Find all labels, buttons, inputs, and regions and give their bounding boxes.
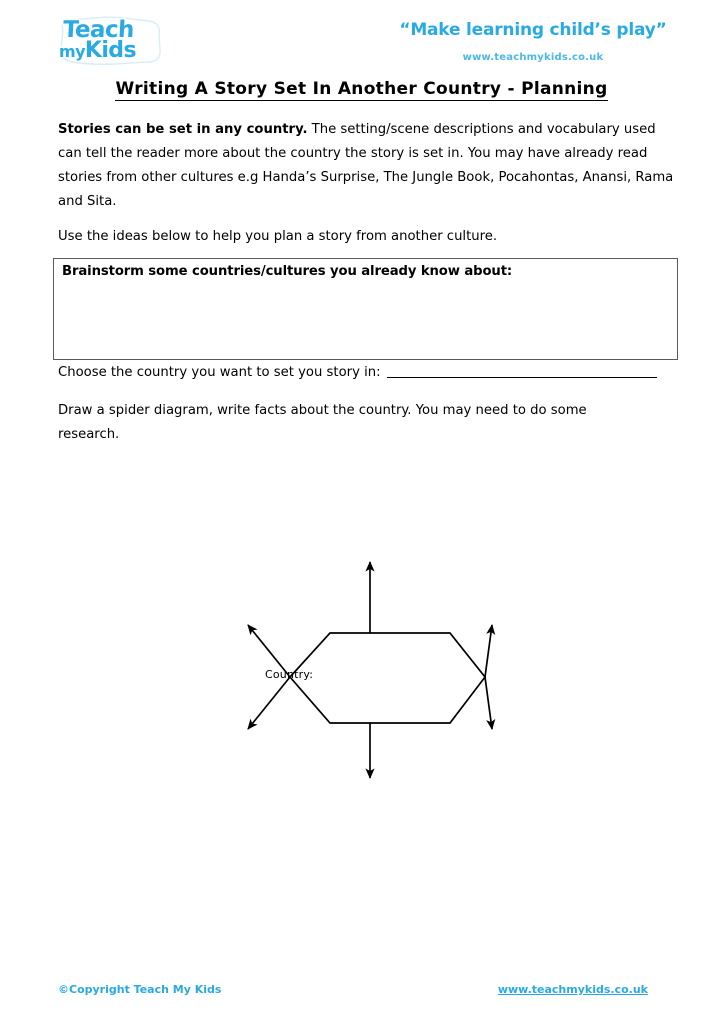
intro-rest-text: The setting/scene descriptions and vocabulary used can tell the reader more about the country the story is set in. You may have already read stories from other cultures e.g Handa’s Surprise, The Jungle Book, Pocahontas, Anansi, Rama and Sita.: [58, 122, 674, 209]
intro-bold-sentence: Stories can be set in any country.: [58, 122, 308, 137]
draw-spider-paragraph: Draw a spider diagram, write facts about the country. You may need to do some research.: [58, 403, 587, 442]
country-label: Country:: [265, 668, 314, 681]
choose-country-input[interactable]: [387, 365, 657, 378]
brainstorm-box[interactable]: [53, 258, 678, 360]
logo-text-my-kids: [59, 38, 136, 63]
page-footer: [0, 983, 723, 1007]
page-header: [0, 0, 723, 72]
teach-my-kids-logo: [55, 16, 163, 66]
choose-country-line: [58, 365, 678, 380]
footer-website-link[interactable]: www.teachmykids.co.uk: [497, 983, 648, 996]
choose-country-label: Choose the country you want to set you story in:: [58, 365, 381, 380]
page-title: [0, 79, 723, 99]
page-title-text: Writing A Story Set In Another Country - Planning: [115, 79, 608, 99]
use-ideas-paragraph: Use the ideas below to help you plan a story from another culture.: [58, 229, 498, 244]
spider-diagram[interactable]: [230, 540, 520, 805]
header-website-url: www.teachmykids.co.uk: [462, 52, 604, 63]
arrow-upper-right: [485, 625, 492, 677]
logo-text-teach: Teach: [62, 17, 135, 43]
logo-text-my: my: [59, 42, 85, 61]
arrow-lower-right: [485, 677, 492, 729]
brainstorm-label: Brainstorm some countries/cultures you already know about:: [62, 264, 513, 279]
hexagon-shape: [290, 633, 485, 723]
logo-text-kids: Kids: [84, 38, 136, 63]
intro-paragraph: [58, 118, 676, 214]
footer-copyright: ©Copyright Teach My Kids: [58, 983, 222, 996]
arrow-lower-left: [248, 677, 290, 729]
header-tagline: “Make learning child’s play”: [399, 20, 667, 40]
